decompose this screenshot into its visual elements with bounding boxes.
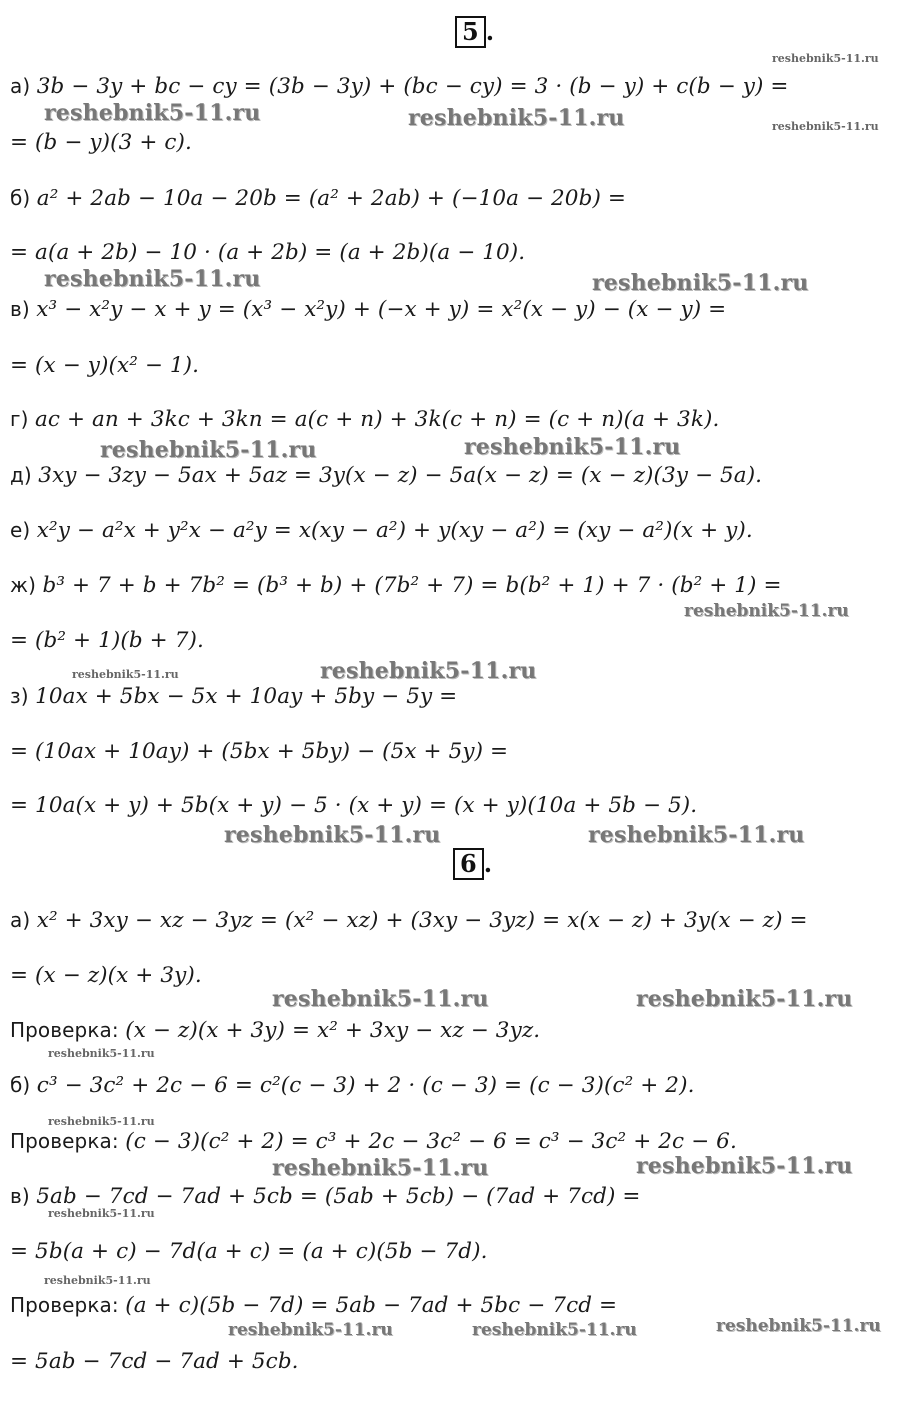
solution-line-5z-1: з) 10ax + 5bx − 5x + 10ay + 5by − 5y = bbox=[10, 684, 458, 709]
check-line-6v-1: Проверка: (a + c)(5b − 7d) = 5ab − 7ad + 5bc − 7cd = bbox=[10, 1293, 618, 1318]
section-6-header bbox=[453, 848, 492, 880]
solution-line-5g: г) ac + an + 3kc + 3kn = a(c + n) + 3k(c + n) = (c + n)(a + 3k). bbox=[10, 407, 720, 432]
watermark: reshebnik5-11.ru bbox=[464, 434, 681, 460]
watermark: reshebnik5-11.ru bbox=[48, 1115, 155, 1128]
watermark: reshebnik5-11.ru bbox=[772, 120, 879, 133]
watermark: reshebnik5-11.ru bbox=[408, 105, 625, 131]
watermark: reshebnik5-11.ru bbox=[44, 266, 261, 292]
solution-line-5b-2: = a(a + 2b) − 10 · (a + 2b) = (a + 2b)(a − 10). bbox=[10, 240, 526, 265]
solution-line-5v-2: = (x − y)(x² − 1). bbox=[10, 353, 200, 378]
watermark: reshebnik5-11.ru bbox=[224, 822, 441, 848]
watermark: reshebnik5-11.ru bbox=[100, 437, 317, 463]
section-5-suffix: . bbox=[485, 17, 495, 46]
watermark: reshebnik5-11.ru bbox=[48, 1047, 155, 1060]
section-6-suffix: . bbox=[483, 849, 493, 878]
solution-line-6a-1: а) x² + 3xy − xz − 3yz = (x² − xz) + (3xy − 3yz) = x(x − z) + 3y(x − z) = bbox=[10, 908, 808, 933]
solution-line-5zh-1: ж) b³ + 7 + b + 7b² = (b³ + b) + (7b² + 7) = b(b² + 1) + 7 · (b² + 1) = bbox=[10, 573, 782, 598]
watermark: reshebnik5-11.ru bbox=[72, 668, 179, 681]
watermark: reshebnik5-11.ru bbox=[636, 986, 853, 1012]
watermark: reshebnik5-11.ru bbox=[592, 270, 809, 296]
solution-line-5zh-2: = (b² + 1)(b + 7). bbox=[10, 628, 204, 653]
solution-line-5z-2: = (10ax + 10ay) + (5bx + 5by) − (5x + 5y) = bbox=[10, 739, 509, 764]
watermark: reshebnik5-11.ru bbox=[228, 1320, 393, 1340]
watermark: reshebnik5-11.ru bbox=[48, 1207, 155, 1220]
watermark: reshebnik5-11.ru bbox=[772, 52, 879, 65]
section-6-number: 6 bbox=[453, 848, 484, 880]
solution-line-5v-1: в) x³ − x²y − x + y = (x³ − x²y) + (−x + y) = x²(x − y) − (x − y) = bbox=[10, 297, 727, 322]
solution-line-5b-1: б) a² + 2ab − 10a − 20b = (a² + 2ab) + (−10a − 20b) = bbox=[10, 186, 626, 211]
watermark: reshebnik5-11.ru bbox=[588, 822, 805, 848]
check-line-6b: Проверка: (c − 3)(c² + 2) = c³ + 2c − 3c² − 6 = c³ − 3c² + 2c − 6. bbox=[10, 1129, 737, 1154]
section-5-header bbox=[455, 16, 494, 48]
check-line-6v-2: = 5ab − 7cd − 7ad + 5cb. bbox=[10, 1349, 299, 1374]
section-5-number: 5 bbox=[455, 16, 486, 48]
watermark: reshebnik5-11.ru bbox=[636, 1153, 853, 1179]
watermark: reshebnik5-11.ru bbox=[44, 1274, 151, 1287]
solution-line-5a-1: а) 3b − 3y + bc − cy = (3b − 3y) + (bc − cy) = 3 · (b − y) + c(b − y) = bbox=[10, 74, 789, 99]
watermark: reshebnik5-11.ru bbox=[716, 1316, 881, 1336]
solution-line-5z-3: = 10a(x + y) + 5b(x + y) − 5 · (x + y) = (x + y)(10a + 5b − 5). bbox=[10, 793, 698, 818]
watermark: reshebnik5-11.ru bbox=[272, 986, 489, 1012]
solution-line-6b: б) c³ − 3c² + 2c − 6 = c²(c − 3) + 2 · (c − 3) = (c − 3)(c² + 2). bbox=[10, 1073, 695, 1098]
solution-line-5a-2: = (b − y)(3 + c). bbox=[10, 130, 192, 155]
solution-line-5d: д) 3xy − 3zy − 5ax + 5az = 3y(x − z) − 5a(x − z) = (x − z)(3y − 5a). bbox=[10, 463, 763, 488]
check-line-6a: Проверка: (x − z)(x + 3y) = x² + 3xy − xz − 3yz. bbox=[10, 1018, 541, 1043]
watermark: reshebnik5-11.ru bbox=[320, 658, 537, 684]
solution-line-6a-2: = (x − z)(x + 3y). bbox=[10, 963, 202, 988]
watermark: reshebnik5-11.ru bbox=[44, 100, 261, 126]
solution-line-6v-2: = 5b(a + c) − 7d(a + c) = (a + c)(5b − 7d). bbox=[10, 1239, 488, 1264]
solution-line-5e: е) x²y − a²x + y²x − a²y = x(xy − a²) + y(xy − a²) = (xy − a²)(x + y). bbox=[10, 518, 753, 543]
watermark: reshebnik5-11.ru bbox=[472, 1320, 637, 1340]
watermark: reshebnik5-11.ru bbox=[272, 1155, 489, 1181]
watermark: reshebnik5-11.ru bbox=[684, 601, 849, 621]
solution-line-6v-1: в) 5ab − 7cd − 7ad + 5cb = (5ab + 5cb) − (7ad + 7cd) = bbox=[10, 1184, 641, 1209]
